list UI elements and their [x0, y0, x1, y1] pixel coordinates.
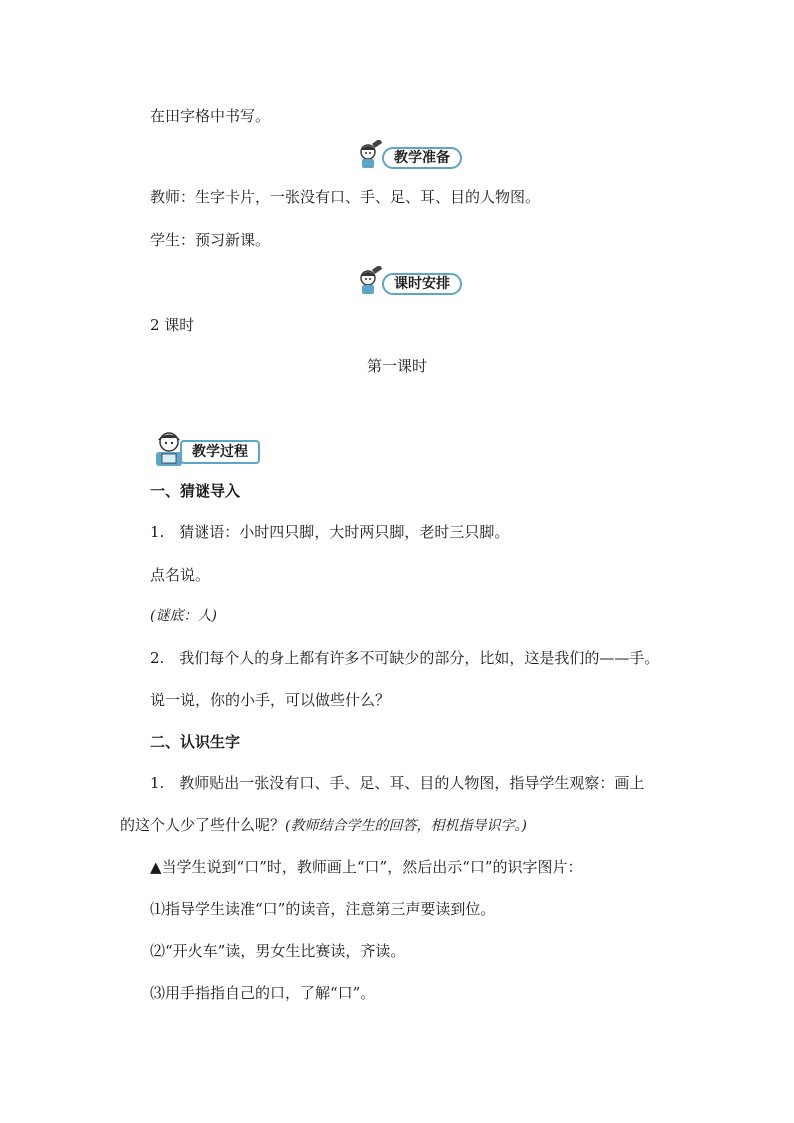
section-badge-preparation: [356, 140, 476, 170]
text-line: 在田字格中书写。: [150, 107, 271, 125]
riddle-answer: (谜底：人): [150, 608, 217, 624]
section-heading: 一、猜谜导入: [150, 482, 241, 500]
text-line: 2 课时: [150, 316, 195, 334]
text-line: ⑵“开火车”读，男女生比赛读，齐读。: [150, 942, 406, 960]
text-line: ⑶用手指指自己的口，了解“口”。: [150, 984, 376, 1002]
text-line: 2. 我们每个人的身上都有许多不可缺少的部分，比如，这是我们的——手。: [150, 649, 660, 667]
section-badge-process: [150, 426, 270, 468]
lesson-heading: 第一课时: [366, 357, 427, 375]
text-line: 1. 教师贴出一张没有口、手、足、耳、目的人物图，指导学生观察：画上: [150, 774, 645, 792]
section-badge-schedule: [356, 266, 476, 296]
text-line: [120, 815, 527, 836]
section-title: 课时安排: [382, 273, 462, 295]
text-line: 点名说。: [150, 566, 211, 584]
text-line: 学生：预习新课。: [150, 231, 271, 249]
section-title: 教学过程: [180, 440, 260, 464]
text-line: 1. 猜谜语：小时四只脚，大时两只脚，老时三只脚。: [150, 523, 510, 541]
text-line: ▲当学生说到“口”时，教师画上“口”，然后出示“口”的识字图片：: [150, 858, 583, 876]
text-line: ⑴指导学生读准“口”的读音，注意第三声要读到位。: [150, 900, 496, 918]
section-title: 教学准备: [382, 147, 462, 169]
teacher-note: (教师结合学生的回答，相机指导识字。): [285, 818, 527, 834]
text-line: 说一说，你的小手，可以做些什么？: [150, 691, 391, 709]
section-heading: 二、认识生字: [150, 733, 241, 751]
text-segment: 的这个人少了些什么呢？: [120, 816, 286, 834]
text-line: 教师：生字卡片，一张没有口、手、足、耳、目的人物图。: [150, 188, 541, 206]
